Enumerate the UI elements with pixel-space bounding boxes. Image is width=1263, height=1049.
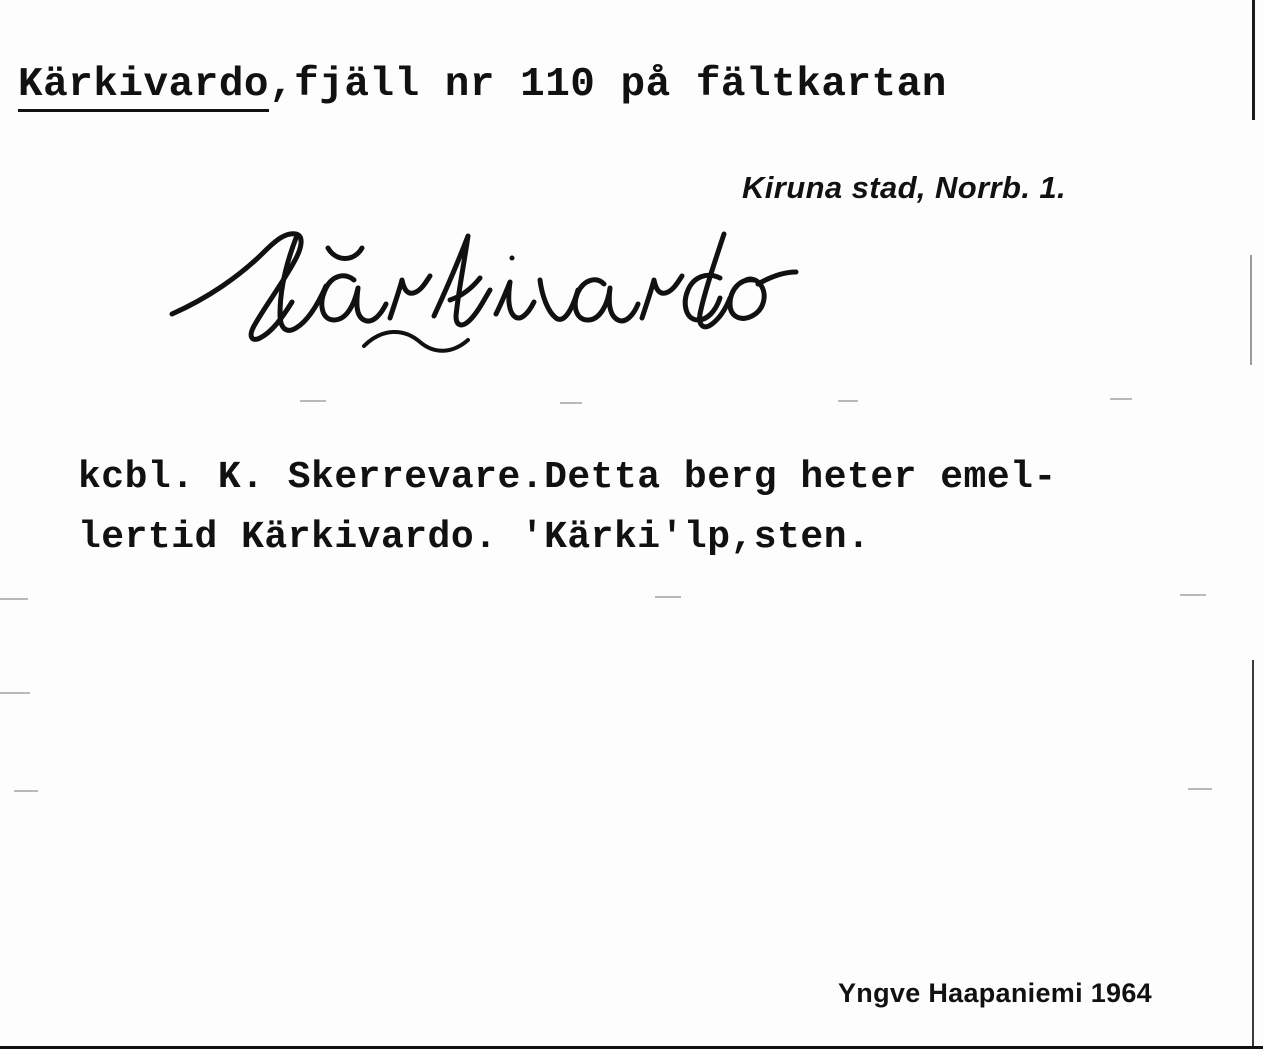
headline-rest: ,fjäll nr 110 på fältkartan [269, 62, 947, 108]
body-line-1: kcbl. K. Skerrevare.Detta berg heter emel- [78, 456, 1057, 499]
scan-speck [14, 790, 38, 792]
signature-line: Yngve Haapaniemi 1964 [838, 978, 1152, 1008]
headline [18, 62, 947, 108]
scan-speck [655, 596, 681, 598]
scan-speck [0, 692, 30, 694]
scan-speck [1110, 398, 1132, 400]
body-line-2: lertid Kärkivardo. ′Kärki′lp,sten. [78, 516, 871, 559]
scan-speck [1188, 788, 1212, 790]
scan-speck [300, 400, 326, 402]
card-edge-bottom-right [1252, 660, 1254, 1049]
card-edge-mid-right [1250, 255, 1252, 365]
scan-speck [560, 402, 582, 404]
scan-speck [838, 400, 858, 402]
scan-speck [0, 598, 28, 600]
handwritten-placename [168, 218, 868, 358]
headline-placename: Kärkivardo [18, 62, 269, 112]
scan-speck [1180, 594, 1206, 596]
parish-line: Kiruna stad, Norrb. 1. [742, 170, 1067, 205]
card-edge-top-right [1252, 0, 1255, 120]
